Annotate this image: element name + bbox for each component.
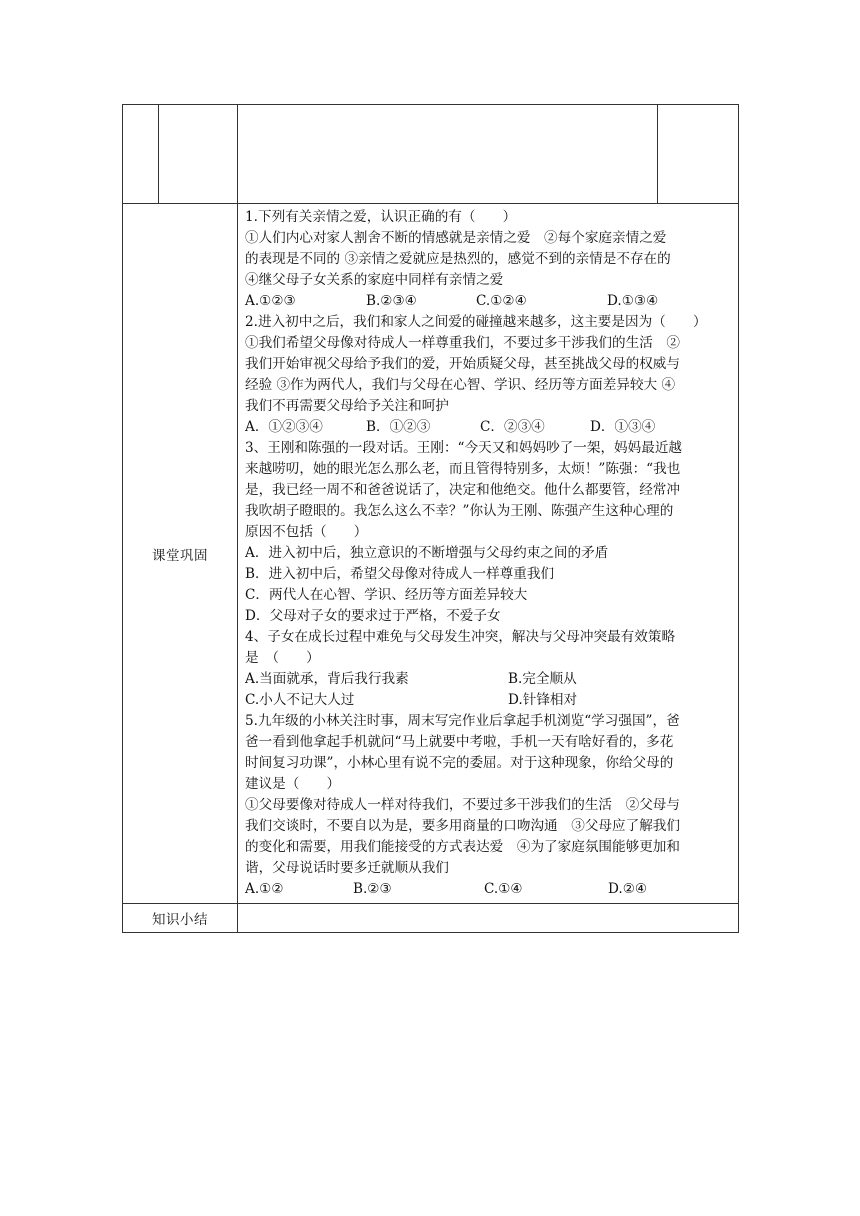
blank-top-row [123, 105, 739, 204]
question-4 [245, 627, 732, 711]
option-a: A．进入初中后，独立意识的不断增强与父母约束之间的矛盾 [245, 545, 609, 561]
question-text: 来越唠叨，她的眼光怎么那么老，而且管得特别多，太烦！”陈强：“我也 [245, 461, 681, 477]
question-text: 3、王刚和陈强的一段对话。王刚：“今天又和妈妈吵了一架，妈妈最近越 [245, 440, 683, 456]
option-a: A．①②③④ [245, 419, 323, 435]
question-3 [245, 438, 732, 627]
question-text: ①人们内心对家人割舍不断的情感就是亲情之爱 ②每个家庭亲情之爱 [245, 230, 667, 246]
option-row [245, 879, 732, 900]
option-c: C.①②④ [476, 293, 527, 309]
option-c: C.小人不记大人过 [245, 692, 355, 708]
option-a: A.当面就承，背后我行我素 [245, 671, 409, 687]
question-text: 是 （ ） [245, 650, 320, 666]
question-text: 谐，父母说话时要多迁就顺从我们 [245, 860, 449, 876]
question-5 [245, 711, 732, 900]
option-a: A.①②③ [245, 293, 296, 309]
blank-cell-left [123, 105, 238, 204]
question-text: 1.下列有关亲情之爱，认识正确的有（ ） [245, 209, 517, 225]
option-d: D．父母对子女的要求过于严格，不爱子女 [245, 608, 501, 624]
option-b: B.完全顺从 [508, 671, 577, 687]
option-c: C．两代人在心智、学识、经历等方面差异较大 [245, 587, 528, 603]
option-c: C．②③④ [480, 419, 545, 435]
option-row [245, 291, 732, 312]
question-text: ④继父母子女关系的家庭中同样有亲情之爱 [245, 272, 504, 288]
question-text: 建议是（ ） [245, 776, 341, 792]
option-a: A.①② [245, 881, 284, 897]
question-text: 爸一看到他拿起手机就问“马上就要中考啦，手机一天有啥好看的，多花 [245, 734, 674, 750]
option-b: B.②③ [353, 881, 392, 897]
blank-subcell [159, 105, 237, 203]
row-label-summary: 知识小结 [123, 904, 238, 933]
practice-content [238, 204, 739, 904]
question-text: 我们开始审视父母给予我们的爱，开始质疑父母，甚至挑战父母的权威与 [245, 356, 680, 372]
question-text: ①我们希望父母像对待成人一样尊重我们，不要过多干涉我们的生活 ② [245, 335, 680, 351]
question-text: 经验 ③作为两代人，我们与父母在心智、学识、经历等方面差异较大 ④ [245, 377, 676, 393]
option-d: D．①③④ [590, 419, 656, 435]
summary-row [123, 904, 739, 933]
option-b: B．进入初中后，希望父母像对待成人一样尊重我们 [245, 566, 555, 582]
option-d: D.针锋相对 [508, 692, 578, 708]
option-b: B.②③④ [366, 293, 417, 309]
option-d: D.①③④ [607, 293, 659, 309]
question-text: 5.九年级的小林关注时事，周末写完作业后拿起手机浏览“学习强国”，爸 [245, 713, 680, 729]
question-text: 我们不再需要父母给予关注和呵护 [245, 398, 449, 414]
worksheet-table [122, 104, 739, 933]
question-text: 4、子女在成长过程中难免与父母发生冲突，解决与父母冲突最有效策略 [245, 629, 676, 645]
blank-subcell [123, 105, 159, 203]
blank-cell-middle [238, 105, 658, 204]
practice-row [123, 204, 739, 904]
option-c: C.①④ [484, 881, 523, 897]
option-row [245, 669, 732, 690]
question-1 [245, 207, 732, 312]
row-label-practice: 课堂巩固 [123, 204, 238, 904]
question-text: 原因不包括（ ） [245, 524, 368, 540]
summary-content [238, 904, 739, 933]
question-text: 我吹胡子瞪眼的。我怎么这么不幸？”你认为王刚、陈强产生这种心理的 [245, 503, 674, 519]
question-text: 的表现是不同的 ③亲情之爱就应是热烈的，感觉不到的亲情是不存在的 [245, 251, 671, 267]
question-text: 我们交谈时，不要自以为是，要多用商量的口吻沟通 ③父母应了解我们 [245, 818, 680, 834]
question-text: 2.进入初中之后，我们和家人之间爱的碰撞越来越多，这主要是因为（ ） [245, 314, 707, 330]
question-text: 时间复习功课”，小林心里有说不完的委屈。对于这种现象，你给父母的 [245, 755, 674, 771]
question-text: ①父母要像对待成人一样对待我们，不要过多干涉我们的生活 ②父母与 [245, 797, 680, 813]
question-text: 的变化和需要，用我们能接受的方式表达爱 ④为了家庭氛围能够更加和 [245, 839, 680, 855]
option-d: D.②④ [608, 881, 648, 897]
question-text: 是，我已经一周不和爸爸说话了，决定和他绝交。他什么都要管，经常冲 [245, 482, 680, 498]
question-2 [245, 312, 732, 438]
blank-cell-right [658, 105, 739, 204]
option-row [245, 690, 732, 711]
option-b: B．①②③ [366, 419, 431, 435]
option-row [245, 417, 732, 438]
